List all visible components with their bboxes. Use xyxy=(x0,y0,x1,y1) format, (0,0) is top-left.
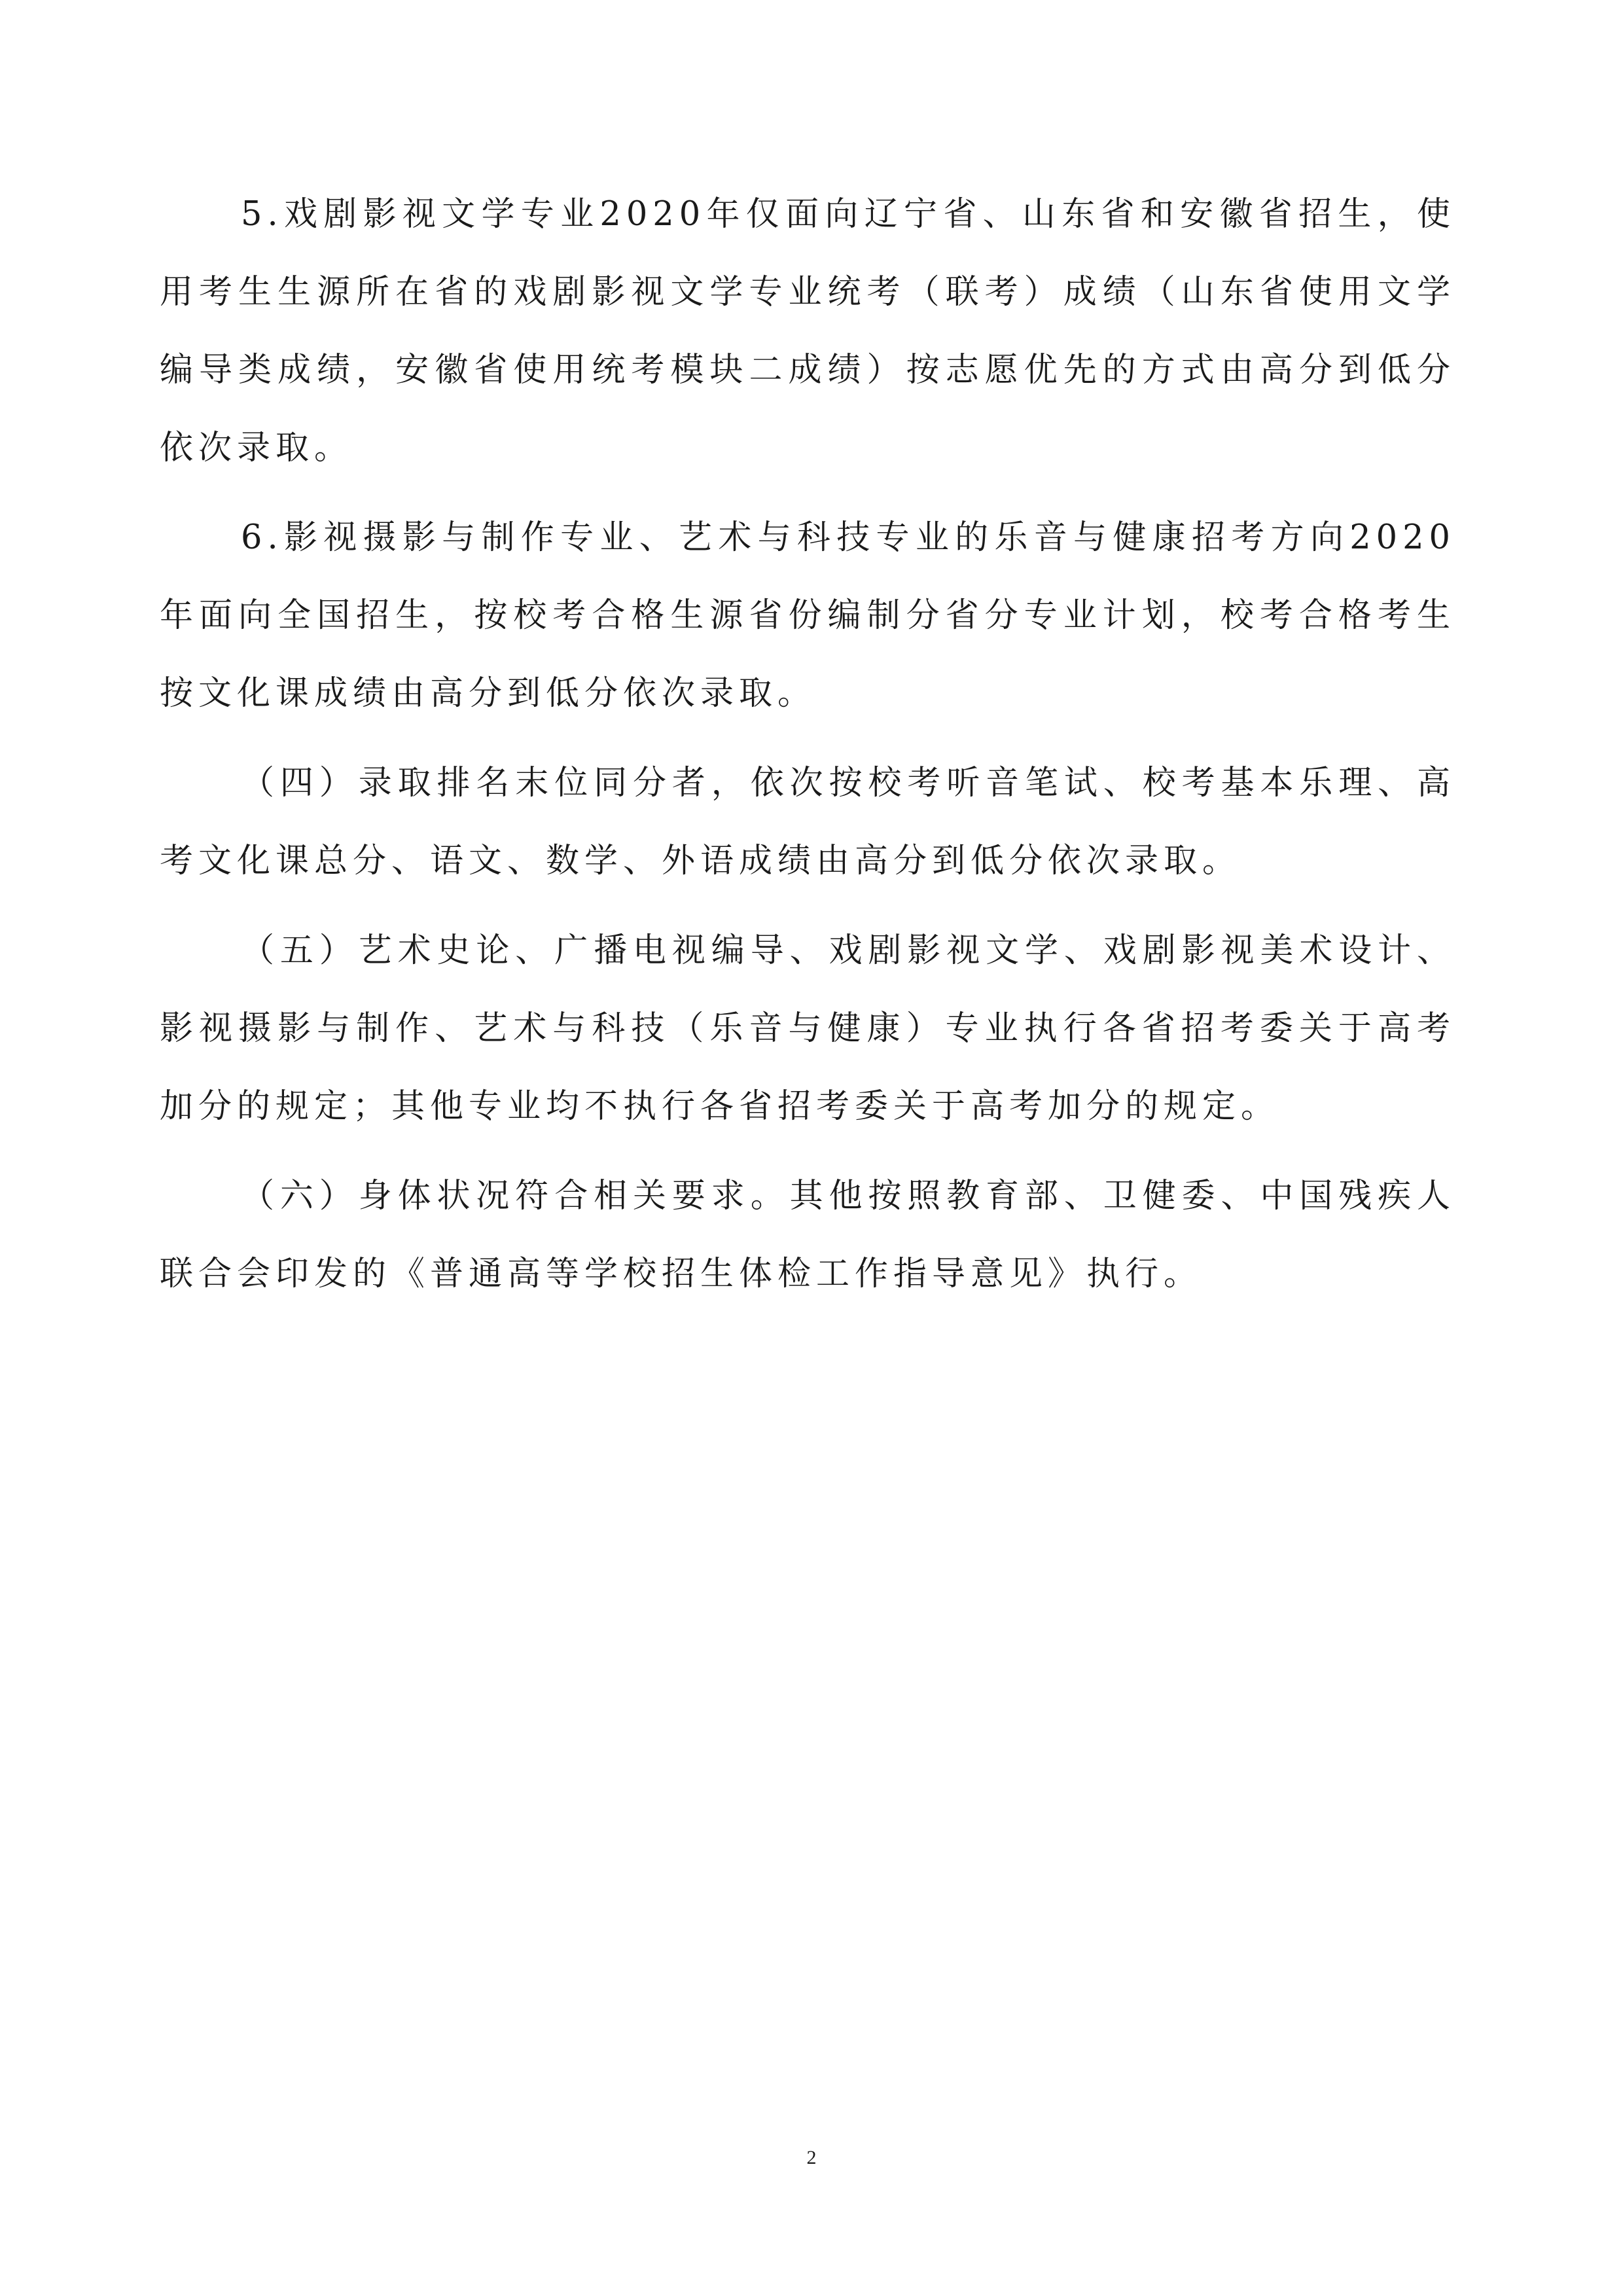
paragraph-drama-film-literature: 5.戏剧影视文学专业2020年仅面向辽宁省、山东省和安徽省招生，使用考生生源所在省的戏剧影视文学专业统考（联考）成绩（山东省使用文学编导类成绩，安徽省使用统考模块二成绩）按志愿优先的方式由高分到低分依次录取。 xyxy=(160,195,1455,467)
page-number: 2 xyxy=(806,2147,817,2168)
document-body xyxy=(160,175,1455,1325)
paragraph-tie-ranking: （四）录取排名末位同分者，依次按校考听音笔试、校考基本乐理、高考文化课总分、语文、数学、外语成绩由高分到低分依次录取。 xyxy=(160,764,1455,880)
paragraph-bonus-points: （五）艺术史论、广播电视编导、戏剧影视文学、戏剧影视美术设计、影视摄影与制作、艺术与科技（乐音与健康）专业执行各省招考委关于高考加分的规定；其他专业均不执行各省招考委关于高考加分的规定。 xyxy=(160,931,1455,1126)
paragraph-film-photography: 6.影视摄影与制作专业、艺术与科技专业的乐音与健康招考方向2020年面向全国招生，按校考合格生源省份编制分省分专业计划，校考合格考生按文化课成绩由高分到低分依次录取。 xyxy=(160,518,1455,713)
paragraph-physical-condition: （六）身体状况符合相关要求。其他按照教育部、卫健委、中国残疾人联合会印发的《普通高等学校招生体检工作指导意见》执行。 xyxy=(160,1177,1455,1293)
